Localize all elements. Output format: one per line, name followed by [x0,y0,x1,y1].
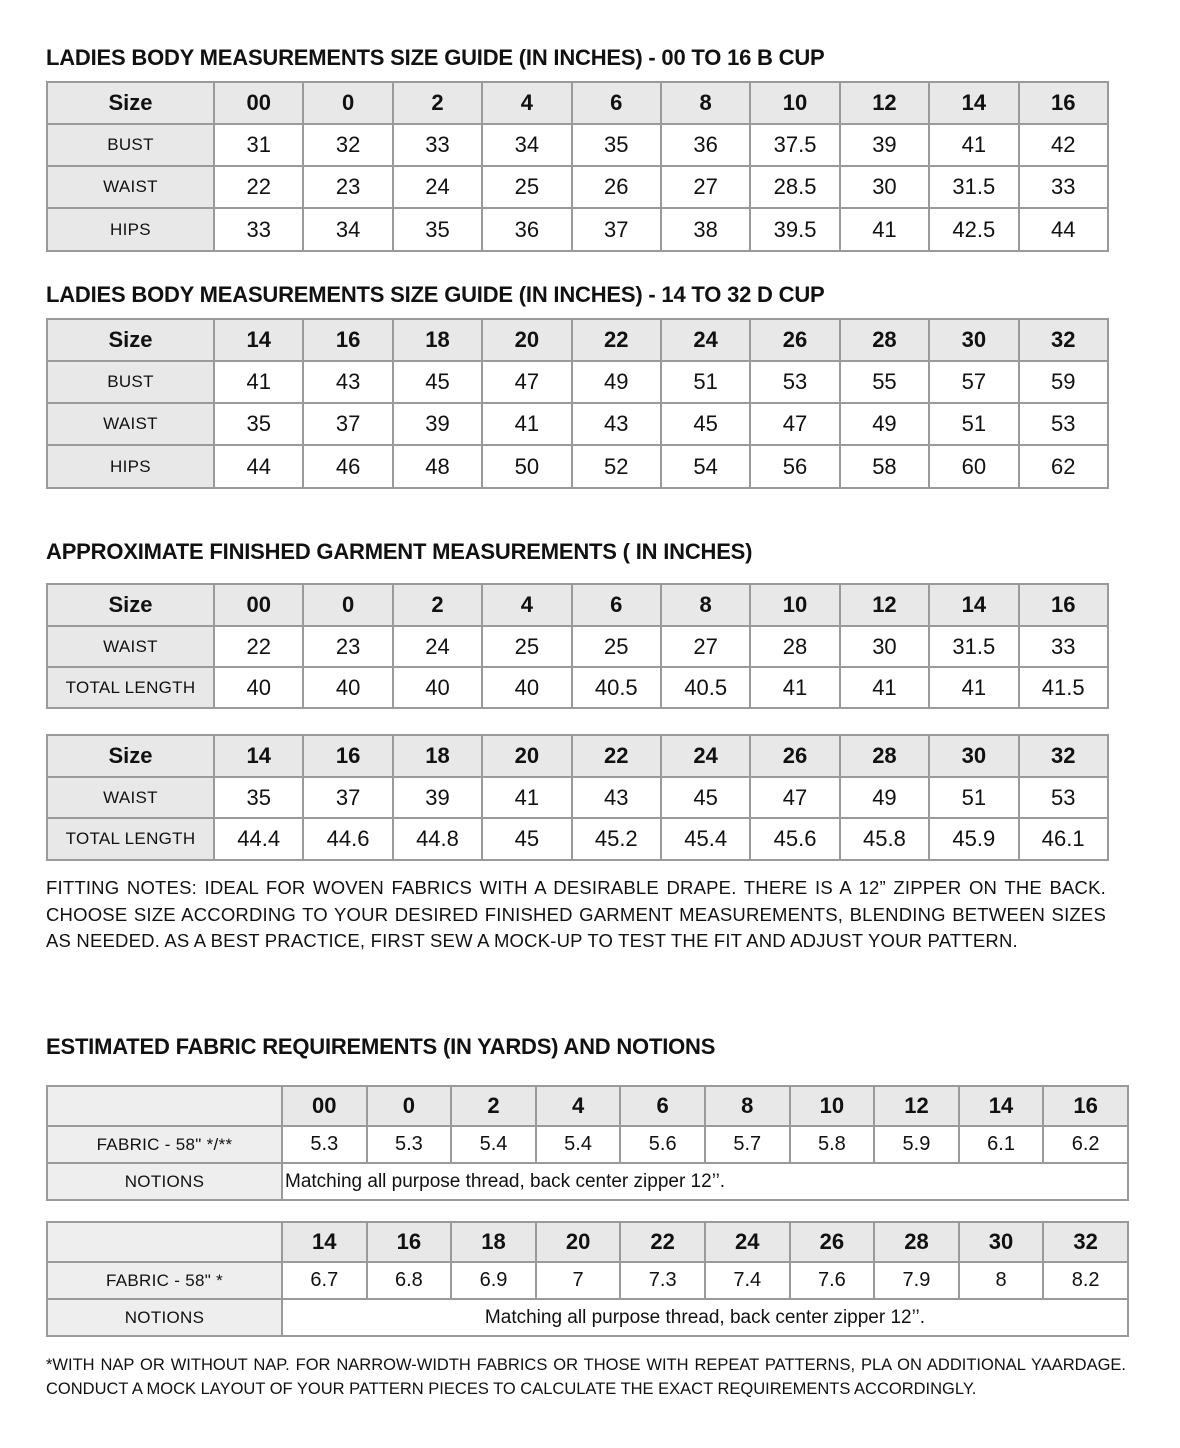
row-label: TOTAL LENGTH [47,667,214,708]
value-cell: 41 [840,667,929,708]
value-cell: 45 [661,777,750,818]
size-cell: 2 [393,584,482,626]
value-cell: 8 [959,1262,1044,1299]
table-row [47,445,1108,488]
value-cell: 51 [929,403,1018,445]
garment-title: APPROXIMATE FINISHED GARMENT MEASUREMENTS ( IN INCHES) [46,539,753,564]
value-cell: 45.6 [750,818,839,860]
size-cell: 10 [750,82,839,124]
size-cell: 00 [282,1086,367,1126]
size-cell: 0 [303,584,392,626]
notions-text: Matching all purpose thread, back center zipper 12’’. [282,1163,1128,1200]
value-cell: 37.5 [750,124,839,166]
value-cell: 7.3 [620,1262,705,1299]
table-header-row [47,1222,1128,1262]
value-cell: 51 [661,361,750,403]
table-header-row [47,319,1108,361]
value-cell: 6.2 [1043,1126,1128,1163]
value-cell: 42 [1019,124,1108,166]
size-cell: 2 [393,82,482,124]
row-label: WAIST [47,777,214,818]
row-label: WAIST [47,166,214,208]
value-cell: 41 [482,777,571,818]
value-cell: 28.5 [750,166,839,208]
size-cell: 32 [1043,1222,1128,1262]
value-cell: 45.8 [840,818,929,860]
value-cell: 44.6 [303,818,392,860]
size-cell: 14 [959,1086,1044,1126]
size-cell: 16 [303,319,392,361]
size-cell: 22 [620,1222,705,1262]
value-cell: 31 [214,124,303,166]
size-cell: 26 [790,1222,875,1262]
value-cell: 35 [214,777,303,818]
table-row [47,626,1108,667]
size-cell: 28 [874,1222,959,1262]
value-cell: 34 [482,124,571,166]
size-cell: 00 [214,82,303,124]
value-cell: 45.4 [661,818,750,860]
size-cell: 14 [929,584,1018,626]
value-cell: 48 [393,445,482,488]
size-cell: 8 [661,82,750,124]
value-cell: 47 [482,361,571,403]
value-cell: 52 [572,445,661,488]
value-cell: 5.4 [451,1126,536,1163]
size-cell: 28 [840,735,929,777]
value-cell: 22 [214,166,303,208]
value-cell: 35 [572,124,661,166]
value-cell: 41 [214,361,303,403]
table-header-row [47,584,1108,626]
notions-row [47,1163,1128,1200]
value-cell: 39.5 [750,208,839,251]
value-cell: 6.8 [367,1262,452,1299]
fitting-notes: FITTING NOTES: IDEAL FOR WOVEN FABRICS WITH A DESIRABLE DRAPE. THERE IS A 12” ZIPPER ON THE BACK. CHOOSE SIZE ACCORDING TO YOUR DESIRED FINISHED GARMENT MEASUREMENTS, BLENDING BETWEEN SIZES AS NEEDED. AS A BEST PRACTICE, FIRST SEW A MOCK-UP TO TEST THE FIT AND ADJUST YOUR PATTERN. [46,877,1106,951]
value-cell: 23 [303,626,392,667]
value-cell: 45 [482,818,571,860]
size-cell: 6 [620,1086,705,1126]
value-cell: 53 [1019,403,1108,445]
value-cell: 39 [393,777,482,818]
value-cell: 5.6 [620,1126,705,1163]
value-cell: 30 [840,626,929,667]
fabric-row [47,1262,1128,1299]
table-header-row [47,82,1108,124]
value-cell: 40.5 [572,667,661,708]
table-row [47,403,1108,445]
footnote: *WITH NAP OR WITHOUT NAP. FOR NARROW-WIDTH FABRICS OR THOSE WITH REPEAT PATTERNS, PLA ON ADDITIONAL YAARDAGE. CONDUCT A MOCK LAYOUT OF YOUR PATTERN PIECES TO CALCULATE THE EXACT REQUIREMENTS ACCORDINGLY. [46,1356,1126,1398]
body-guide-1-title: LADIES BODY MEASUREMENTS SIZE GUIDE (IN INCHES) - 00 TO 16 B CUP [46,45,825,70]
size-cell: 8 [705,1086,790,1126]
value-cell: 57 [929,361,1018,403]
value-cell: 24 [393,626,482,667]
size-cell: 12 [874,1086,959,1126]
fabric-table-b [46,1221,1129,1337]
size-cell: 8 [661,584,750,626]
value-cell: 41 [750,667,839,708]
value-cell: 40 [393,667,482,708]
value-cell: 60 [929,445,1018,488]
value-cell: 49 [840,777,929,818]
value-cell: 39 [840,124,929,166]
value-cell: 5.4 [536,1126,621,1163]
value-cell: 51 [929,777,1018,818]
table-header-row [47,735,1108,777]
value-cell: 6.1 [959,1126,1044,1163]
value-cell: 50 [482,445,571,488]
size-cell: 4 [482,82,571,124]
size-cell: 14 [214,319,303,361]
size-cell: 10 [790,1086,875,1126]
value-cell: 49 [840,403,929,445]
value-cell: 53 [750,361,839,403]
size-cell: 30 [929,735,1018,777]
value-cell: 53 [1019,777,1108,818]
fabric-title: ESTIMATED FABRIC REQUIREMENTS (IN YARDS) AND NOTIONS [46,1034,716,1059]
value-cell: 46.1 [1019,818,1108,860]
value-cell: 23 [303,166,392,208]
size-cell: 00 [214,584,303,626]
row-label: NOTIONS [47,1163,282,1200]
value-cell: 7.6 [790,1262,875,1299]
size-cell: 20 [482,735,571,777]
size-cell: 20 [482,319,571,361]
value-cell: 55 [840,361,929,403]
table-row [47,777,1108,818]
value-cell: 32 [303,124,392,166]
value-cell: 31.5 [929,166,1018,208]
row-label: TOTAL LENGTH [47,818,214,860]
size-cell: 28 [840,319,929,361]
size-cell: 12 [840,584,929,626]
body-guide-1-table [46,81,1109,252]
row-label: HIPS [47,208,214,251]
value-cell: 7.4 [705,1262,790,1299]
value-cell: 45.2 [572,818,661,860]
corner-cell [47,1222,282,1262]
size-cell: 24 [661,319,750,361]
size-cell: 18 [451,1222,536,1262]
value-cell: 43 [572,403,661,445]
value-cell: 40.5 [661,667,750,708]
value-cell: 44.4 [214,818,303,860]
size-cell: 30 [959,1222,1044,1262]
table-row [47,166,1108,208]
value-cell: 6.9 [451,1262,536,1299]
row-label: BUST [47,361,214,403]
size-cell: 6 [572,82,661,124]
table-row [47,124,1108,166]
garment-table-b [46,734,1109,861]
value-cell: 22 [214,626,303,667]
value-cell: 41 [929,124,1018,166]
size-cell: 18 [393,319,482,361]
size-cell: 16 [1019,584,1108,626]
size-cell: 32 [1019,735,1108,777]
body-guide-2-table [46,318,1109,489]
size-header-cell: Size [47,735,214,777]
value-cell: 25 [482,166,571,208]
value-cell: 5.3 [367,1126,452,1163]
value-cell: 47 [750,403,839,445]
value-cell: 49 [572,361,661,403]
size-cell: 14 [214,735,303,777]
value-cell: 5.8 [790,1126,875,1163]
size-cell: 0 [303,82,392,124]
size-cell: 0 [367,1086,452,1126]
size-cell: 30 [929,319,1018,361]
value-cell: 33 [1019,166,1108,208]
value-cell: 37 [572,208,661,251]
row-label: WAIST [47,626,214,667]
value-cell: 5.9 [874,1126,959,1163]
value-cell: 35 [214,403,303,445]
size-cell: 12 [840,82,929,124]
value-cell: 8.2 [1043,1262,1128,1299]
size-header-cell: Size [47,319,214,361]
value-cell: 39 [393,403,482,445]
size-cell: 6 [572,584,661,626]
size-cell: 32 [1019,319,1108,361]
table-row [47,667,1108,708]
value-cell: 58 [840,445,929,488]
value-cell: 27 [661,166,750,208]
garment-table-a [46,583,1109,709]
size-cell: 22 [572,319,661,361]
row-label: FABRIC - 58" * [47,1262,282,1299]
value-cell: 40 [214,667,303,708]
row-label: HIPS [47,445,214,488]
value-cell: 41.5 [1019,667,1108,708]
size-cell: 16 [303,735,392,777]
value-cell: 31.5 [929,626,1018,667]
value-cell: 25 [572,626,661,667]
fabric-row [47,1126,1128,1163]
size-cell: 16 [1019,82,1108,124]
size-cell: 16 [367,1222,452,1262]
value-cell: 41 [840,208,929,251]
value-cell: 7.9 [874,1262,959,1299]
value-cell: 5.3 [282,1126,367,1163]
notions-row [47,1299,1128,1336]
table-row [47,818,1108,860]
fabric-table-a [46,1085,1129,1201]
value-cell: 46 [303,445,392,488]
value-cell: 54 [661,445,750,488]
value-cell: 43 [572,777,661,818]
size-cell: 14 [282,1222,367,1262]
size-header-cell: Size [47,82,214,124]
size-cell: 26 [750,319,839,361]
value-cell: 44 [214,445,303,488]
row-label: WAIST [47,403,214,445]
value-cell: 25 [482,626,571,667]
size-cell: 22 [572,735,661,777]
size-cell: 24 [705,1222,790,1262]
value-cell: 36 [661,124,750,166]
value-cell: 42.5 [929,208,1018,251]
size-cell: 2 [451,1086,536,1126]
value-cell: 59 [1019,361,1108,403]
value-cell: 30 [840,166,929,208]
size-header-cell: Size [47,584,214,626]
size-cell: 24 [661,735,750,777]
size-cell: 18 [393,735,482,777]
value-cell: 45 [661,403,750,445]
size-cell: 10 [750,584,839,626]
value-cell: 37 [303,777,392,818]
table-row [47,208,1108,251]
value-cell: 33 [214,208,303,251]
value-cell: 44.8 [393,818,482,860]
row-label: FABRIC - 58" */** [47,1126,282,1163]
body-guide-2-title: LADIES BODY MEASUREMENTS SIZE GUIDE (IN INCHES) - 14 TO 32 D CUP [46,282,825,307]
value-cell: 36 [482,208,571,251]
size-cell: 4 [482,584,571,626]
table-header-row [47,1086,1128,1126]
value-cell: 33 [393,124,482,166]
size-cell: 4 [536,1086,621,1126]
value-cell: 33 [1019,626,1108,667]
size-cell: 14 [929,82,1018,124]
value-cell: 6.7 [282,1262,367,1299]
value-cell: 24 [393,166,482,208]
value-cell: 45.9 [929,818,1018,860]
value-cell: 41 [929,667,1018,708]
size-cell: 16 [1043,1086,1128,1126]
value-cell: 5.7 [705,1126,790,1163]
value-cell: 40 [303,667,392,708]
size-cell: 20 [536,1222,621,1262]
row-label: BUST [47,124,214,166]
notions-text: Matching all purpose thread, back center zipper 12’’. [282,1299,1128,1336]
value-cell: 37 [303,403,392,445]
value-cell: 7 [536,1262,621,1299]
value-cell: 41 [482,403,571,445]
value-cell: 62 [1019,445,1108,488]
value-cell: 40 [482,667,571,708]
value-cell: 34 [303,208,392,251]
value-cell: 27 [661,626,750,667]
value-cell: 38 [661,208,750,251]
value-cell: 26 [572,166,661,208]
row-label: NOTIONS [47,1299,282,1336]
value-cell: 35 [393,208,482,251]
value-cell: 44 [1019,208,1108,251]
size-cell: 26 [750,735,839,777]
value-cell: 47 [750,777,839,818]
value-cell: 43 [303,361,392,403]
value-cell: 56 [750,445,839,488]
table-row [47,361,1108,403]
corner-cell [47,1086,282,1126]
value-cell: 45 [393,361,482,403]
value-cell: 28 [750,626,839,667]
